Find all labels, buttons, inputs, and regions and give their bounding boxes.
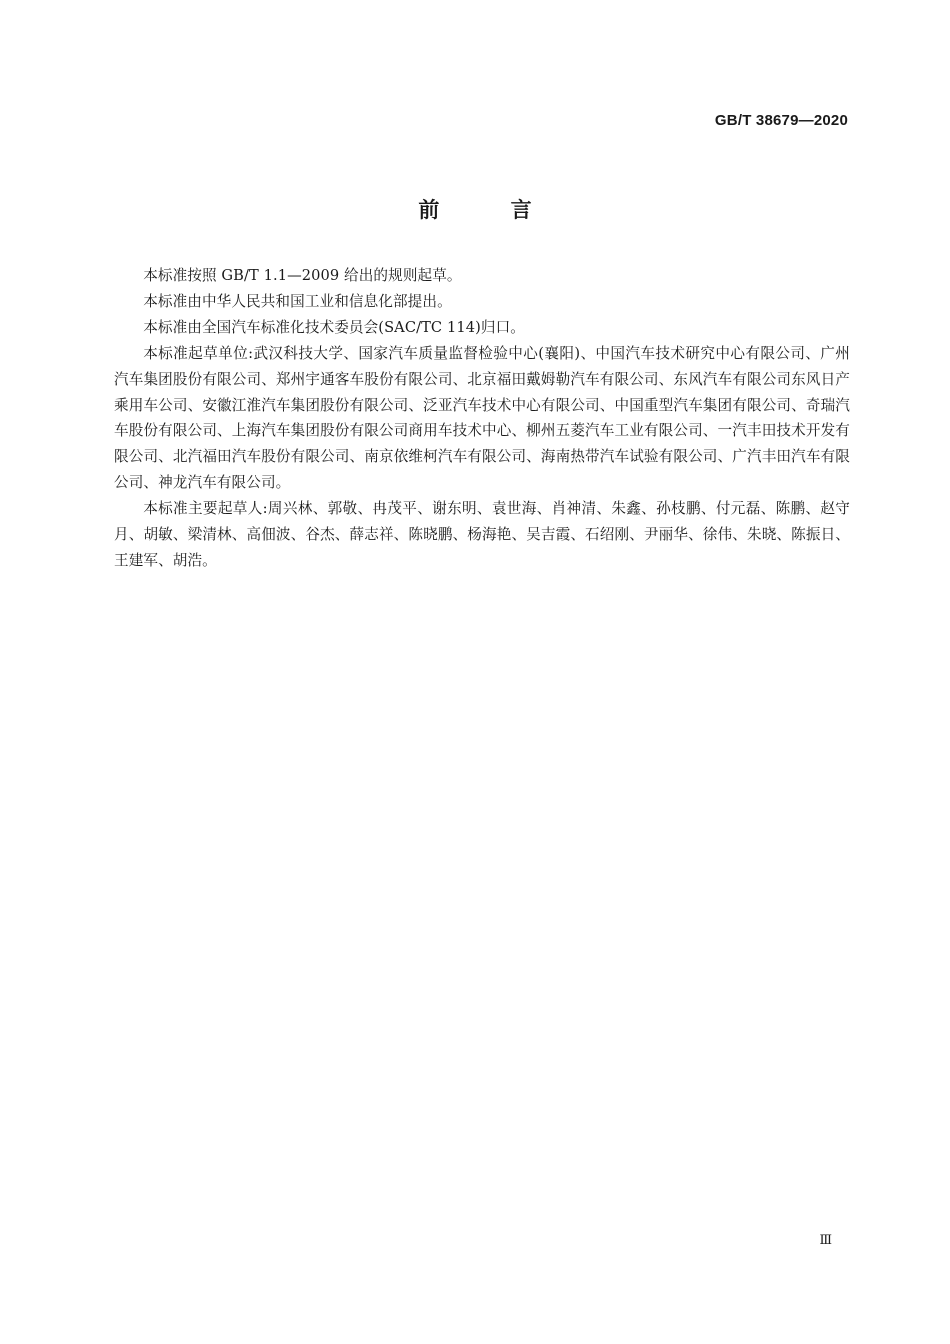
page-title: 前 言 <box>418 198 564 222</box>
paragraph-drafting-rules: 本标准按照 GB/T 1.1—2009 给出的规则起草。 <box>143 267 462 284</box>
paragraph-proposer: 本标准由中华人民共和国工业和信息化部提出。 <box>143 292 452 310</box>
foreword-body <box>114 263 850 574</box>
document-code: GB/T 38679—2020 <box>714 112 848 129</box>
paragraph-administrator: 本标准由全国汽车标准化技术委员会(SAC/TC 114)归口。 <box>143 318 525 336</box>
page-number: Ⅲ <box>819 1233 832 1248</box>
paragraph-drafters: 本标准主要起草人:周兴林、郭敬、冉茂平、谢东明、袁世海、肖神清、朱鑫、孙枝鹏、付元磊、陈鹏、赵守月、胡敏、梁清林、高佃波、谷杰、薛志祥、陈晓鹏、杨海艳、吴吉霞、石绍刚、尹丽华、徐伟、朱晓、陈振日、王建军、胡浩。 <box>114 500 850 569</box>
paragraph-drafting-units: 本标准起草单位:武汉科技大学、国家汽车质量监督检验中心(襄阳)、中国汽车技术研究中心有限公司、广州汽车集团股份有限公司、郑州宇通客车股份有限公司、北京福田戴姆勒汽车有限公司、东风汽车有限公司东风日产乘用车公司、安徽江淮汽车集团股份有限公司、泛亚汽车技术中心有限公司、中国重型汽车集团有限公司、奇瑞汽车股份有限公司、上海汽车集团股份有限公司商用车技术中心、柳州五菱汽车工业有限公司、一汽丰田技术开发有限公司、北汽福田汽车股份有限公司、南京依维柯汽车有限公司、海南热带汽车试验有限公司、广汽丰田汽车有限公司、神龙汽车有限公司。 <box>114 344 850 492</box>
